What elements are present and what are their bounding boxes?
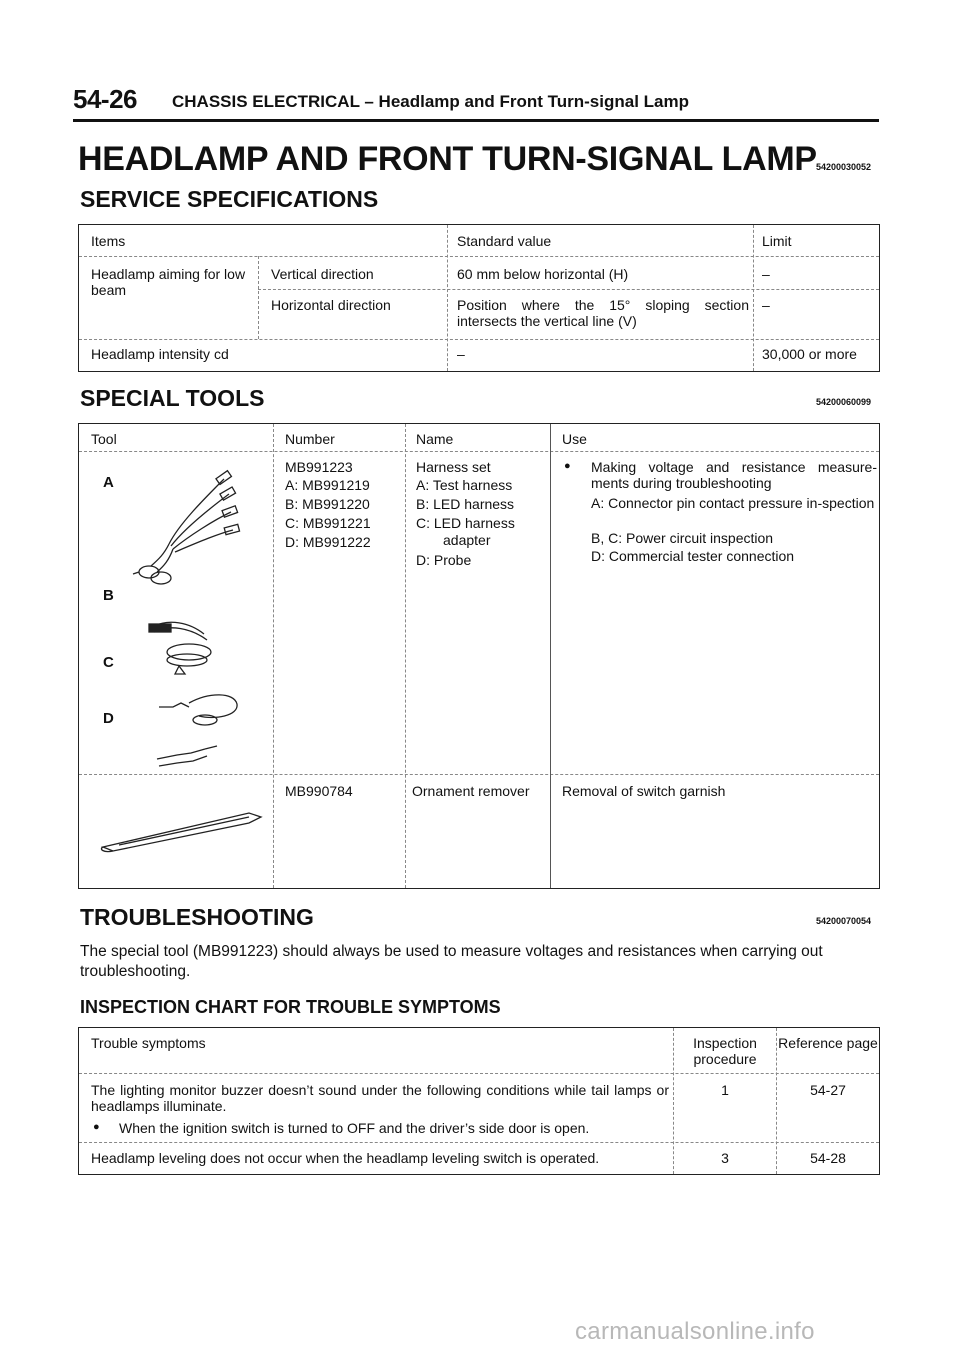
tool1-number-a: A: MB991219: [285, 477, 370, 493]
col-inspection-procedure: Inspection procedure: [693, 1035, 757, 1067]
tool-label-a: A: [103, 474, 114, 491]
spec-std-intensity: –: [457, 346, 465, 362]
troubleshooting-code: 54200070054: [816, 916, 872, 926]
page-title: HEADLAMP AND FRONT TURN-SIGNAL LAMP: [78, 140, 817, 178]
inspection-chart-table: [78, 1027, 880, 1175]
title-code: 54200030052: [816, 162, 872, 172]
tool1-use-main: Making voltage and resistance measure-ments during troubleshooting: [591, 459, 877, 491]
tool-label-b: B: [103, 587, 114, 604]
reference-page-2: 54-28: [810, 1150, 846, 1166]
col-limit: Limit: [762, 233, 792, 249]
spec-limit-intensity: 30,000 or more: [762, 346, 857, 362]
procedure-3: 3: [721, 1150, 729, 1166]
troubleshooting-text: The special tool (MB991223) should always be used to measure voltages and resistances when carrying out troubleshooting.: [80, 943, 823, 980]
col-reference-page: Reference page: [778, 1035, 878, 1051]
special-tools-table: [78, 423, 880, 889]
tool1-use-d: D: Commercial tester connection: [591, 548, 795, 564]
special-tools-code: 54200060099: [816, 397, 872, 407]
tool1-use-bc: B, C: Power circuit inspection: [591, 530, 774, 546]
col-name: Name: [416, 431, 454, 447]
col-tool: Tool: [91, 431, 117, 447]
special-tools-heading: SPECIAL TOOLS: [80, 385, 265, 411]
tool-label-c: C: [103, 654, 114, 671]
tool1-number-d: D: MB991222: [285, 534, 371, 550]
service-specs-heading: SERVICE SPECIFICATIONS: [80, 186, 379, 212]
reference-page-1: 54-27: [810, 1082, 846, 1098]
troubleshooting-heading: TROUBLESHOOTING: [80, 904, 314, 930]
col-number: Number: [285, 431, 335, 447]
section-title: CHASSIS ELECTRICAL – Headlamp and Front Turn-signal Lamp: [172, 92, 689, 111]
tool1-name-c-cont: adapter: [443, 532, 491, 548]
spec-limit-horizontal: –: [762, 297, 770, 313]
harness-set-illustration: [109, 454, 269, 774]
tool2-number: MB990784: [285, 783, 353, 799]
ornament-remover-illustration: [99, 799, 269, 854]
spec-sub-horizontal: Horizontal direction: [271, 297, 391, 313]
tool1-name: Harness set: [416, 459, 491, 475]
condition-bullet: ●: [93, 1121, 100, 1133]
symptom-leveling: Headlamp leveling does not occur when the headlamp leveling switch is operated.: [91, 1150, 600, 1166]
tool1-number-c: C: MB991221: [285, 515, 371, 531]
inspection-chart-heading: INSPECTION CHART FOR TROUBLE SYMPTOMS: [80, 997, 501, 1017]
col-items: Items: [91, 233, 126, 249]
tool1-name-b: B: LED harness: [416, 496, 515, 512]
service-specs-table: [78, 224, 880, 372]
spec-limit-vertical: –: [762, 266, 770, 282]
spec-std-horizontal: Position where the 15° sloping section intersects the vertical line (V): [457, 297, 749, 329]
col-trouble-symptoms: Trouble symptoms: [91, 1035, 206, 1051]
spec-item-aiming: Headlamp aiming for low beam: [91, 266, 246, 298]
tool1-number-b: B: MB991220: [285, 496, 370, 512]
use-bullet: ●: [564, 460, 571, 472]
watermark: carmanualsonline.info: [575, 1318, 815, 1345]
col-standard: Standard value: [457, 233, 552, 249]
symptom-buzzer-condition: When the ignition switch is turned to OFF and the driver’s side door is open.: [119, 1120, 590, 1136]
page-number: 54-26: [73, 84, 137, 114]
tool1-number: MB991223: [285, 459, 353, 475]
tool-label-d: D: [103, 710, 114, 727]
symptom-buzzer: The lighting monitor buzzer doesn’t sound under the following conditions while tail lamps or headlamps illuminate.: [91, 1082, 669, 1114]
tool2-name: Ornament remover: [412, 783, 530, 799]
spec-sub-vertical: Vertical direction: [271, 266, 374, 282]
tool1-use-a: A: Connector pin contact pressure in-spection: [591, 495, 875, 511]
col-use: Use: [562, 431, 587, 447]
header-rule: [73, 119, 879, 122]
tool2-use: Removal of switch garnish: [562, 783, 726, 799]
spec-item-intensity: Headlamp intensity cd: [91, 346, 229, 362]
tool1-name-a: A: Test harness: [416, 477, 513, 493]
tool1-name-d: D: Probe: [416, 552, 472, 568]
procedure-1: 1: [721, 1082, 729, 1098]
tool1-name-c: C: LED harness: [416, 515, 515, 531]
spec-std-vertical: 60 mm below horizontal (H): [457, 266, 629, 282]
